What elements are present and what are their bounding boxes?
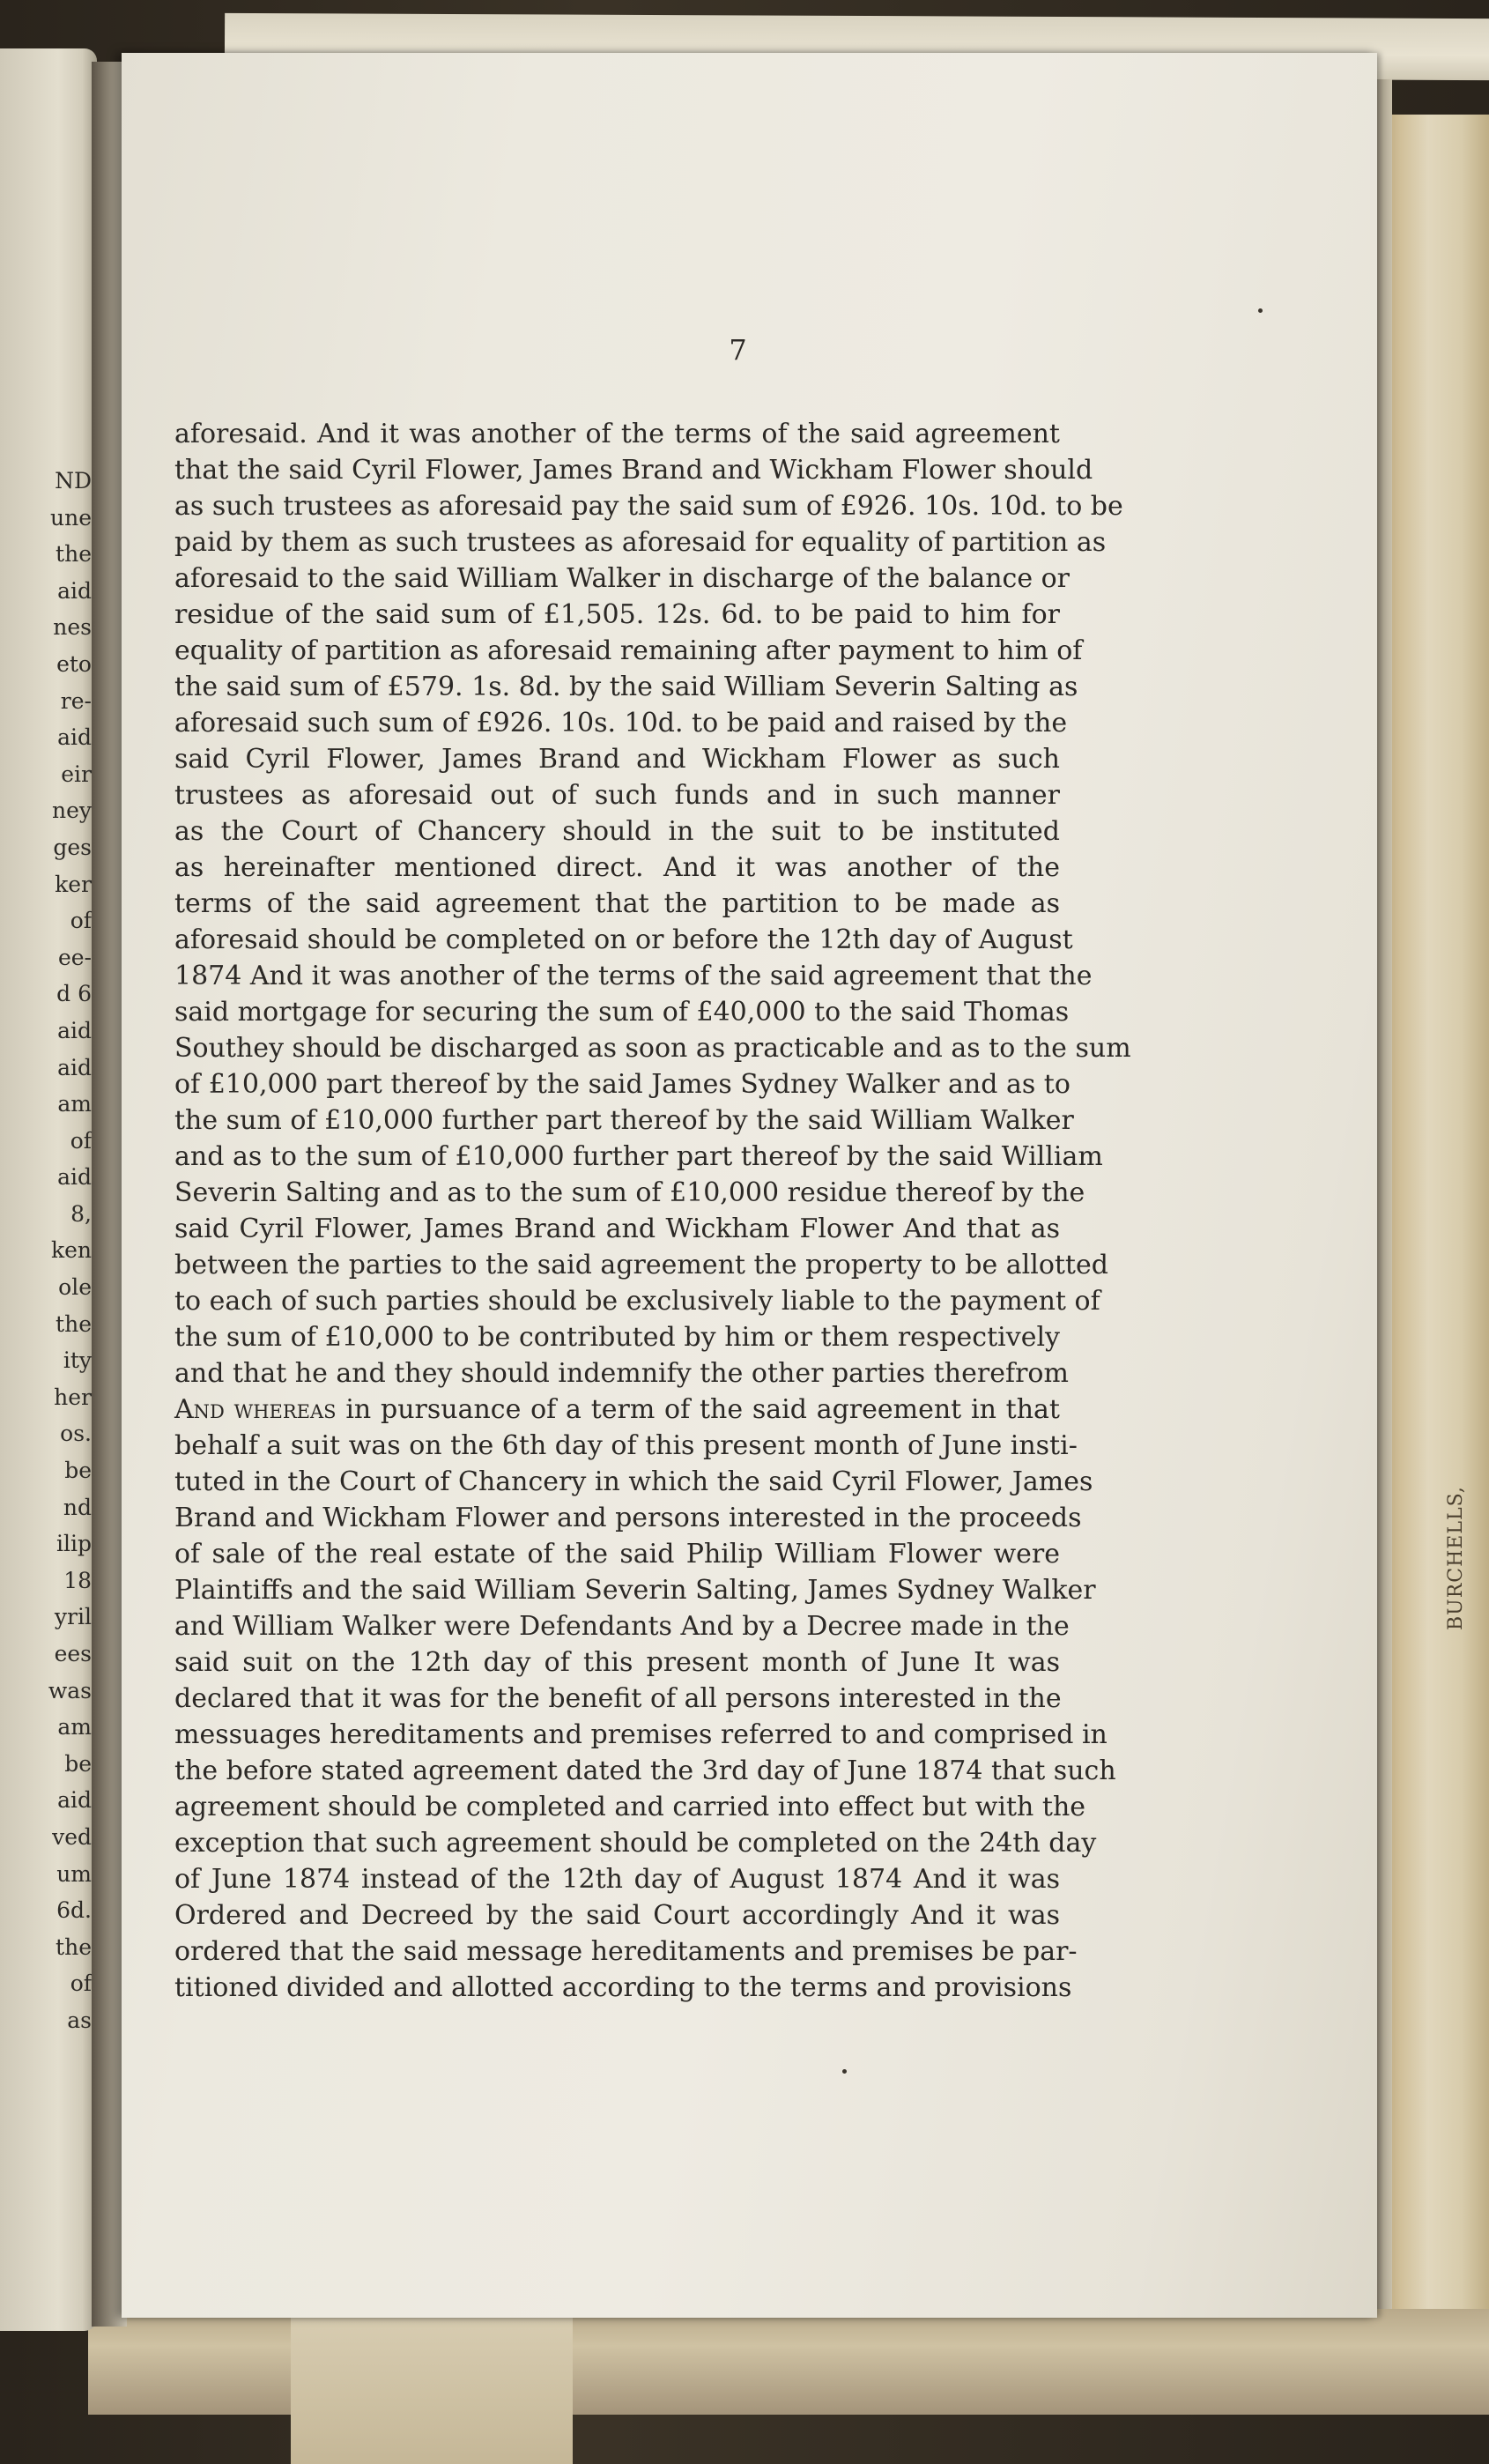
text-line: declared that it was for the benefit of all persons interested in the (174, 1683, 1062, 1714)
text-line: the said sum of £579. 1s. 8d. by the said William Severin Salting as (174, 672, 1078, 702)
text-line: that the said Cyril Flower, James Brand and Wickham Flower should (174, 455, 1093, 486)
left-page-fragment: ges (53, 834, 92, 860)
left-page-fragment: d 6 (56, 981, 92, 1007)
text-line: behalf a suit was on the 6th day of this present month of June insti- (174, 1430, 1078, 1461)
left-page-fragment: aid (57, 1164, 92, 1191)
left-page-fragment: ker (55, 871, 92, 897)
left-page-fragment: of (70, 1127, 92, 1154)
text-line: aforesaid should be completed on or before the 12th day of August (174, 924, 1073, 955)
text-line: and as to the sum of £10,000 further part thereof by the said William (174, 1141, 1103, 1172)
body-text (174, 416, 1131, 2006)
document-page (122, 53, 1377, 2318)
left-page-fragment: une (50, 504, 92, 531)
right-page-stack (1379, 115, 1489, 2353)
left-page-fragment: aid (57, 1017, 92, 1043)
left-page-fragment: the (56, 541, 92, 568)
left-page-fragment: aid (57, 1787, 92, 1814)
text-line: paid by them as such trustees as aforesaid for equality of partition as (174, 527, 1107, 558)
left-page-fragment: ney (51, 798, 92, 824)
left-page-fragment: as (67, 2007, 92, 2033)
text-line: said mortgage for securing the sum of £40,000 to the said Thomas (174, 997, 1070, 1028)
left-page-fragment: yril (54, 1604, 92, 1630)
text-line: equality of partition as aforesaid remaining after payment to him of (174, 635, 1083, 666)
text-line: Plaintiffs and the said William Severin Salting, James Sydney Walker (174, 1575, 1096, 1606)
text-line: and that he and they should indemnify the other parties therefrom (174, 1358, 1069, 1389)
left-page-fragment: 8, (70, 1200, 92, 1227)
text-line: trustees as aforesaid out of such funds and in such manner (174, 780, 1060, 811)
paper-speck (842, 2069, 847, 2074)
text-line: Severin Salting and as to the sum of £10,000 residue thereof by the (174, 1177, 1085, 1208)
left-page-fragment: 6d. (56, 1897, 92, 1924)
text-line: between the parties to the said agreement the property to be allotted (174, 1250, 1108, 1280)
whereas-lead: And whereas (174, 1394, 337, 1425)
text-line: 1874 And it was another of the terms of the said agreement that the (174, 961, 1093, 991)
text-line: Brand and Wickham Flower and persons interested in the proceeds (174, 1503, 1082, 1533)
left-page-fragment: aid (57, 1054, 92, 1080)
left-page-fragment: ND (55, 468, 92, 494)
left-page-fragment: her (54, 1384, 92, 1410)
text-line: as the Court of Chancery should in the suit to be instituted (174, 816, 1060, 847)
left-page-fragment: eto (56, 650, 92, 677)
left-page-fragment: um (56, 1860, 92, 1887)
page-number: 7 (729, 333, 747, 367)
text-line: of June 1874 instead of the 12th day of August 1874 And it was (174, 1864, 1060, 1895)
bottom-paper-tab (291, 2313, 573, 2464)
left-page-fragment: 18 (63, 1567, 92, 1593)
left-page-fragment: ee- (57, 944, 92, 970)
left-page-fragment: os. (60, 1421, 92, 1447)
text-line: of sale of the real estate of the said Philip William Flower were (174, 1539, 1060, 1570)
left-page-fragment: was (48, 1677, 92, 1703)
text-line: said suit on the 12th day of this present month of June It was (174, 1647, 1060, 1678)
left-page-text-fragments (4, 463, 92, 2039)
text-line (174, 1392, 1060, 1428)
text-line: the before stated agreement dated the 3rd day of June 1874 that such (174, 1755, 1116, 1786)
text-line: as such trustees as aforesaid pay the said sum of £926. 10s. 10d. to be (174, 491, 1123, 522)
text-line: and William Walker were Defendants And by a Decree made in the (174, 1611, 1070, 1642)
paper-speck (1258, 308, 1263, 313)
left-page-fragment: ved (52, 1823, 92, 1850)
left-facing-page (0, 48, 97, 2331)
binding-label: BURCHELLS, (1445, 1486, 1467, 1630)
text-line: agreement should be completed and carried into effect but with the (174, 1792, 1086, 1822)
left-page-fragment: be (64, 1458, 92, 1484)
text-line: aforesaid. And it was another of the terms of the said agreement (174, 419, 1060, 449)
left-page-fragment: nd (63, 1494, 92, 1520)
text-line: the sum of £10,000 further part thereof by the said William Walker (174, 1105, 1074, 1136)
left-page-fragment: the (56, 1933, 92, 1960)
left-page-fragment: aid (57, 724, 92, 751)
text-line: to each of such parties should be exclusively liable to the payment of (174, 1286, 1100, 1317)
left-page-fragment: nes (53, 614, 92, 641)
whereas-rest: in pursuance of a term of the said agreement in that (336, 1394, 1060, 1425)
text-line: terms of the said agreement that the partition to be made as (174, 888, 1060, 919)
text-line: messuages hereditaments and premises referred to and comprised in (174, 1719, 1107, 1750)
left-page-fragment: ees (54, 1641, 92, 1666)
left-page-fragment: ole (58, 1274, 92, 1301)
text-line: the sum of £10,000 to be contributed by him or them respectively (174, 1322, 1060, 1353)
text-line: of £10,000 part thereof by the said James Sydney Walker and as to (174, 1069, 1070, 1100)
left-page-fragment: eir (61, 761, 92, 787)
text-line: aforesaid such sum of £926. 10s. 10d. to be paid and raised by the (174, 708, 1068, 738)
text-line: aforesaid to the said William Walker in discharge of the balance or (174, 563, 1070, 594)
left-page-fragment: am (57, 1714, 92, 1740)
text-line: as hereinafter mentioned direct. And it was another of the (174, 852, 1060, 883)
left-page-fragment: the (56, 1310, 92, 1337)
left-page-fragment: of (70, 908, 92, 934)
text-line: residue of the said sum of £1,505. 12s. 6d. to be paid to him for (174, 599, 1060, 630)
text-line: ordered that the said message hereditaments and premises be par- (174, 1936, 1078, 1967)
text-line: Ordered and Decreed by the said Court accordingly And it was (174, 1900, 1060, 1931)
left-page-fragment: of (70, 1970, 92, 1997)
text-line: titioned divided and allotted according to the terms and provisions (174, 1972, 1072, 2003)
left-page-fragment: aid (57, 577, 92, 604)
left-page-fragment: ity (63, 1347, 92, 1374)
left-page-fragment: am (57, 1091, 92, 1117)
left-page-fragment: re- (60, 687, 92, 714)
left-page-fragment: ilip (56, 1531, 92, 1557)
text-line: Southey should be discharged as soon as practicable and as to the sum (174, 1033, 1131, 1064)
text-line: said Cyril Flower, James Brand and Wickham Flower as such (174, 744, 1060, 775)
left-page-fragment: ken (50, 1237, 92, 1264)
text-line: said Cyril Flower, James Brand and Wickham Flower And that as (174, 1213, 1060, 1244)
text-line: exception that such agreement should be completed on the 24th day (174, 1828, 1097, 1859)
left-page-fragment: be (64, 1750, 92, 1777)
text-line: tuted in the Court of Chancery in which the said Cyril Flower, James (174, 1466, 1093, 1497)
